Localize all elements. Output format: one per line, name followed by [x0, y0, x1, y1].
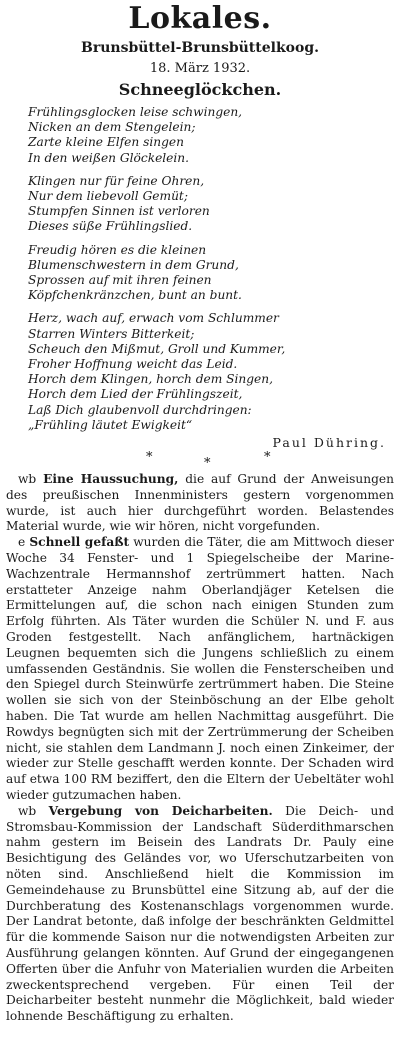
- divider-stars: [6, 450, 394, 472]
- poem-line: Laß Dich glaubenvoll durchdringen:: [28, 402, 252, 417]
- poem-line: Sprossen auf mit ihren feinen: [28, 273, 212, 288]
- poem-line: Freudig hören es die kleinen: [28, 242, 207, 257]
- poem-line: Blumenschwestern in dem Grund,: [28, 257, 239, 272]
- poem-line: Stumpfen Sinnen ist verloren: [28, 204, 210, 219]
- date: 18. März 1932.: [149, 61, 251, 76]
- poem-author: Paul Dühring.: [272, 435, 386, 451]
- poem-line: Scheuch den Mißmut, Groll und Kummer,: [28, 341, 286, 356]
- poem-stanza: [28, 174, 394, 235]
- poem-line: Starren Winters Bitterkeit;: [28, 326, 195, 341]
- news-item: [6, 804, 394, 1025]
- poem-line: „Frühling läutet Ewigkeit“: [28, 417, 193, 432]
- news-item-headline: Vergebung von Deicharbeiten.: [48, 803, 273, 818]
- poem-line: Köpfchenkränzchen, bunt an bunt.: [28, 288, 242, 303]
- dateline: Brunsbüttel-Brunsbüttelkoog.: [81, 40, 319, 56]
- news-item-text: die auf Grund der Anweisungen des preußischen Innenministers gestern vorgenommen wurde, ist auch hier durchgeführt worden. Belastendes Material wurde, wie wir hören, nicht vorgefunden.: [6, 472, 394, 534]
- poem-line: Nicken an dem Stengelein;: [28, 120, 196, 135]
- poem-stanza: [28, 105, 394, 166]
- poem-stanza: [28, 243, 394, 304]
- news-item-prefix: e: [18, 535, 30, 550]
- news-item-text: wurden die Täter, die am Mittwoch dieser Woche 34 Fenster- und 1 Spiegelscheibe der Marine-Wachzentrale Hermannshof zertrümmert hatten. Nach erstatteter Anzeige nahm Oberlandjäger Ketelsen die Ermittelungen auf, die schon nach einigen Stunden zum Erfolg führten. Als Täter wurden die Schüler N. und F. aus Groden festgestellt. Nach anfänglichem, hartnäckigen Leugnen bequemten sich die Jungens schließlich zu einem umfassenden Geständnis. Sie wollen die Fensterscheiben und den Spiegel durch Steinwürfe zertrümmert haben. Die Steine wollen sie sich von der Steinböschung an der Elbe geholt haben. Die Tat wurde am hellen Nachmittag ausgeführt. Die Rowdys begnügten sich mit der Zertrümmerung der Scheiben nicht, sie stahlen dem Landmann J. noch einen Zinkeimer, der wieder zur Stelle geschafft werden konnte. Der Schaden wird auf etwa 100 RM beziffert, den die Eltern der Uebeltäter wohl wieder gutzumachen haben.: [6, 535, 394, 802]
- poem-stanza: [28, 311, 394, 433]
- poem-line: In den weißen Glöckelein.: [28, 150, 190, 165]
- poem-line: Dieses süße Frühlingslied.: [28, 219, 193, 234]
- divider-star: *: [146, 450, 153, 466]
- news-item-prefix: wb: [18, 803, 49, 818]
- poem-line: Horch dem Lied der Frühlingszeit,: [28, 387, 243, 402]
- poem-line: Herz, wach auf, erwach vom Schlummer: [28, 311, 279, 326]
- news-item-prefix: wb: [18, 472, 44, 487]
- news-item-headline: Schnell gefaßt: [29, 535, 130, 550]
- poem-line: Nur dem liebevoll Gemüt;: [28, 189, 188, 204]
- news-item-headline: Eine Haussuchung,: [43, 472, 179, 487]
- divider-star: *: [264, 450, 271, 466]
- news-item: [6, 535, 394, 804]
- divider-star: *: [204, 456, 211, 472]
- poem-title: Schneeglöckchen.: [118, 80, 282, 99]
- poem-line: Horch dem Klingen, horch dem Singen,: [28, 372, 273, 387]
- poem-line: Zarte kleine Elfen singen: [28, 135, 184, 150]
- news-reports: [6, 472, 394, 1025]
- poem-line: Froher Hoffnung weicht das Leid.: [28, 357, 238, 372]
- news-item: [6, 472, 394, 535]
- news-item-text: Die Deich- und Stromsbau-Kommission der Landschaft Süderdithmarschen nahm gestern im Beisein des Landrats Dr. Pauly eine Besichtigung des Geländes vor, wo Uferschutzarbeiten von nöten sind. Anschließend hielt die Kommission im Gemeindehause zu Brunsbüttel eine Sitzung ab, auf der die Durchberatung des Kostenanschlags vorgenommen wurde. Der Landrat betonte, daß infolge der beschränkten Geldmittel für die kommende Saison nur die notwendigsten Arbeiten zur Ausführung gelangen könnten. Auf Grund der eingegangenen Offerten über die Anfuhr von Materialien wurden die Arbeiten zweckentsprechend vergeben. Für einen Teil der Deicharbeiter besteht nunmehr die Möglichkeit, bald wieder lohnende Beschäftigung zu erhalten.: [6, 803, 394, 1024]
- section-title: Lokales.: [128, 1, 272, 36]
- poem-line: Frühlingsglocken leise schwingen,: [28, 105, 243, 119]
- poem: [28, 105, 394, 433]
- poem-line: Klingen nur für feine Ohren,: [28, 173, 205, 188]
